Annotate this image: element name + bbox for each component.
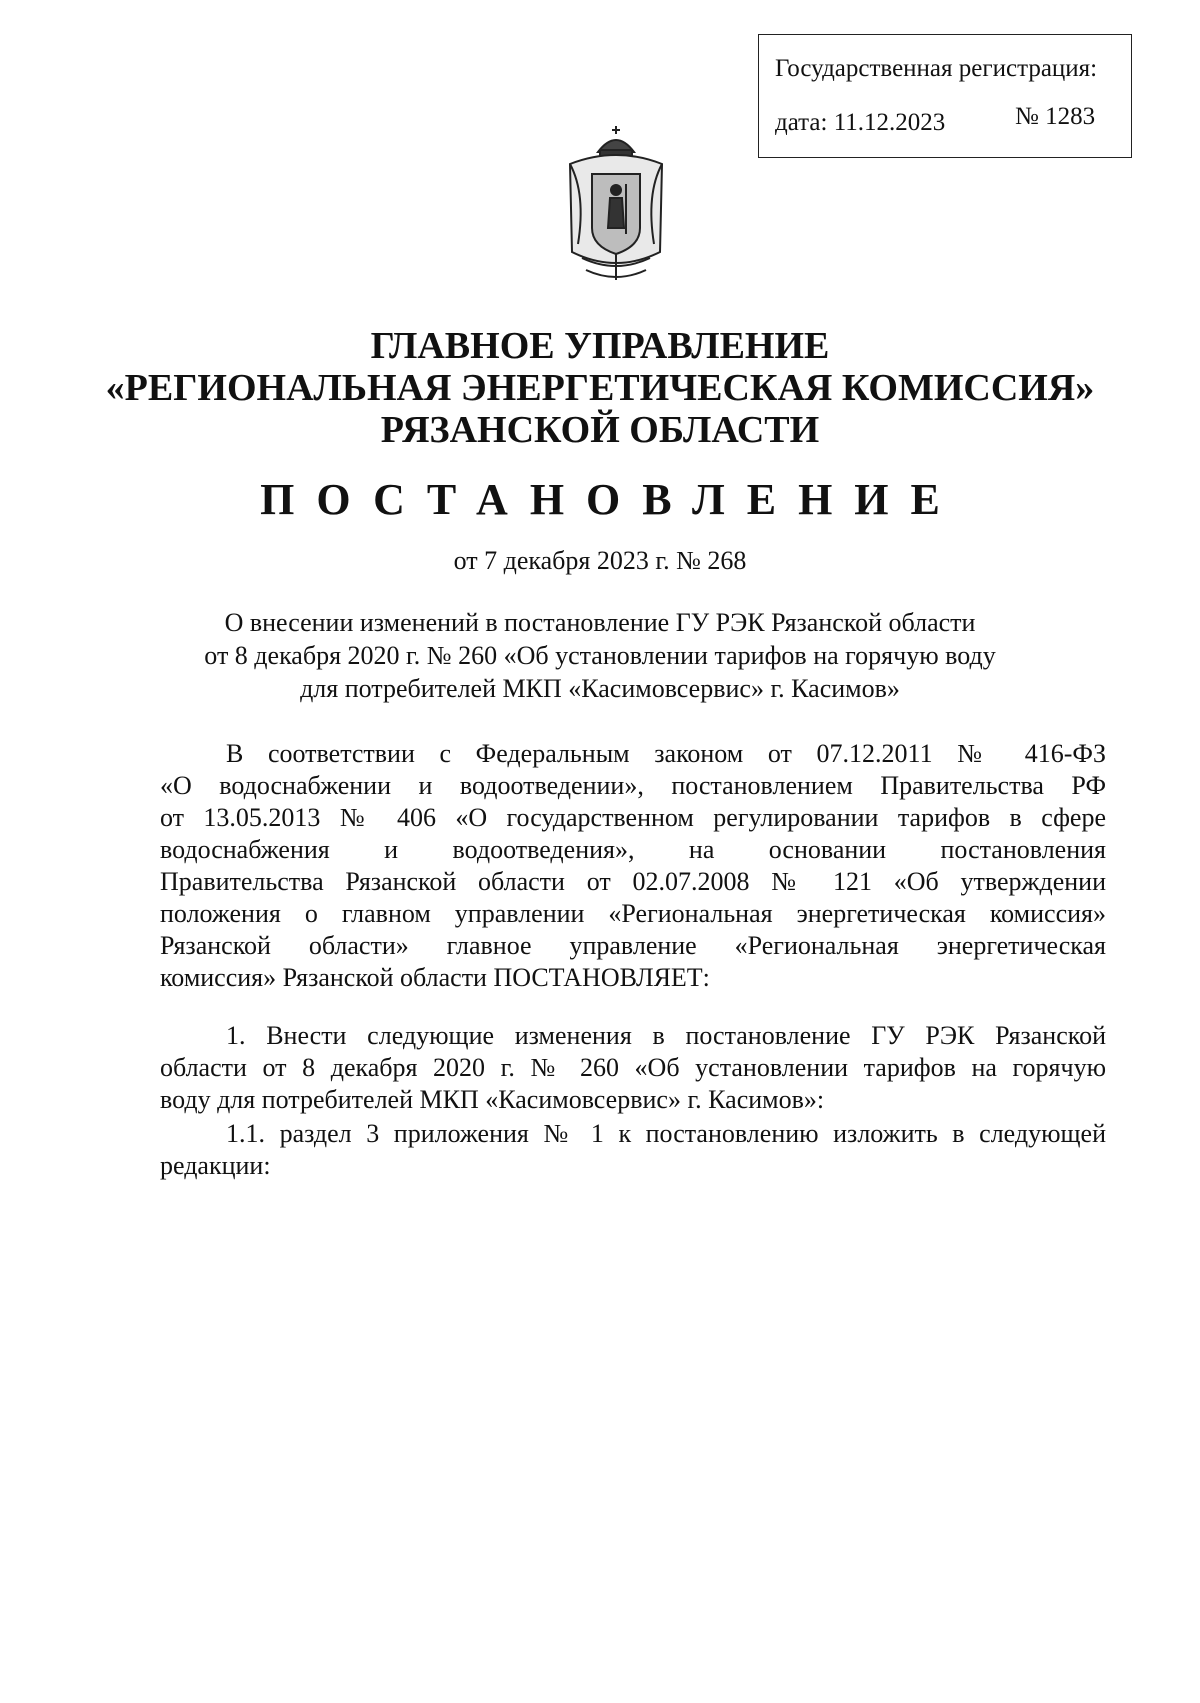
- subject-line: для потребителей МКП «Касимовсервис» г. Касимов»: [300, 674, 900, 703]
- subject-line: от 8 декабря 2020 г. № 260 «Об установлении тарифов на горячую воду: [204, 641, 996, 670]
- preamble-line: Рязанской области» главное управление «Региональная энергетическая: [160, 931, 1106, 960]
- registration-date: дата: 11.12.2023: [775, 109, 946, 136]
- organization-line-1: ГЛАВНОЕ УПРАВЛЕНИЕ: [370, 325, 830, 367]
- preamble-line: «О водоснабжении и водоотведении», постановлением Правительства РФ: [160, 771, 1106, 800]
- preamble-line: положения о главном управлении «Региональная энергетическая комиссия»: [160, 899, 1106, 928]
- preamble-line: комиссия» Рязанской области ПОСТАНОВЛЯЕТ:: [160, 963, 710, 992]
- subject-line: О внесении изменений в постановление ГУ РЭК Рязанской области: [224, 608, 976, 637]
- registration-number: № 1283: [1015, 103, 1096, 130]
- item-1-1-line: редакции:: [160, 1151, 271, 1180]
- preamble-paragraph: [160, 738, 1106, 994]
- preamble-line: водоснабжения и водоотведения», на основании постановления: [160, 835, 1106, 864]
- organization-line-3: РЯЗАНСКОЙ ОБЛАСТИ: [380, 409, 820, 451]
- item-1-line: воду для потребителей МКП «Касимовсервис» г. Касимов»:: [160, 1085, 825, 1114]
- preamble-line: Правительства Рязанской области от 02.07.2008 № 121 «Об утверждении: [160, 867, 1106, 896]
- preamble-line: от 13.05.2013 № 406 «О государственном регулировании тарифов в сфере: [160, 803, 1106, 832]
- document-subject: [160, 606, 1040, 705]
- document-type-heading: ПОСТАНОВЛЕНИЕ: [260, 475, 962, 524]
- document-date-number: от 7 декабря 2023 г. № 268: [453, 546, 747, 575]
- preamble-line: В соответствии с Федеральным законом от 07.12.2011 № 416-ФЗ: [226, 739, 1106, 768]
- registration-stamp: [758, 34, 1132, 158]
- item-1-1-line: 1.1. раздел 3 приложения № 1 к постановлению изложить в следующей: [226, 1119, 1106, 1148]
- item-1-1-paragraph: [160, 1118, 1106, 1182]
- organization-line-2: «РЕГИОНАЛЬНАЯ ЭНЕРГЕТИЧЕСКАЯ КОМИССИЯ»: [105, 367, 1095, 409]
- ryazan-coat-of-arms-icon: [556, 124, 676, 284]
- item-1-line: области от 8 декабря 2020 г. № 260 «Об установлении тарифов на горячую: [160, 1053, 1106, 1082]
- registration-title: Государственная регистрация:: [775, 55, 1098, 82]
- item-1-line: 1. Внести следующие изменения в постановление ГУ РЭК Рязанской: [226, 1021, 1106, 1050]
- item-1-paragraph: [160, 1020, 1106, 1116]
